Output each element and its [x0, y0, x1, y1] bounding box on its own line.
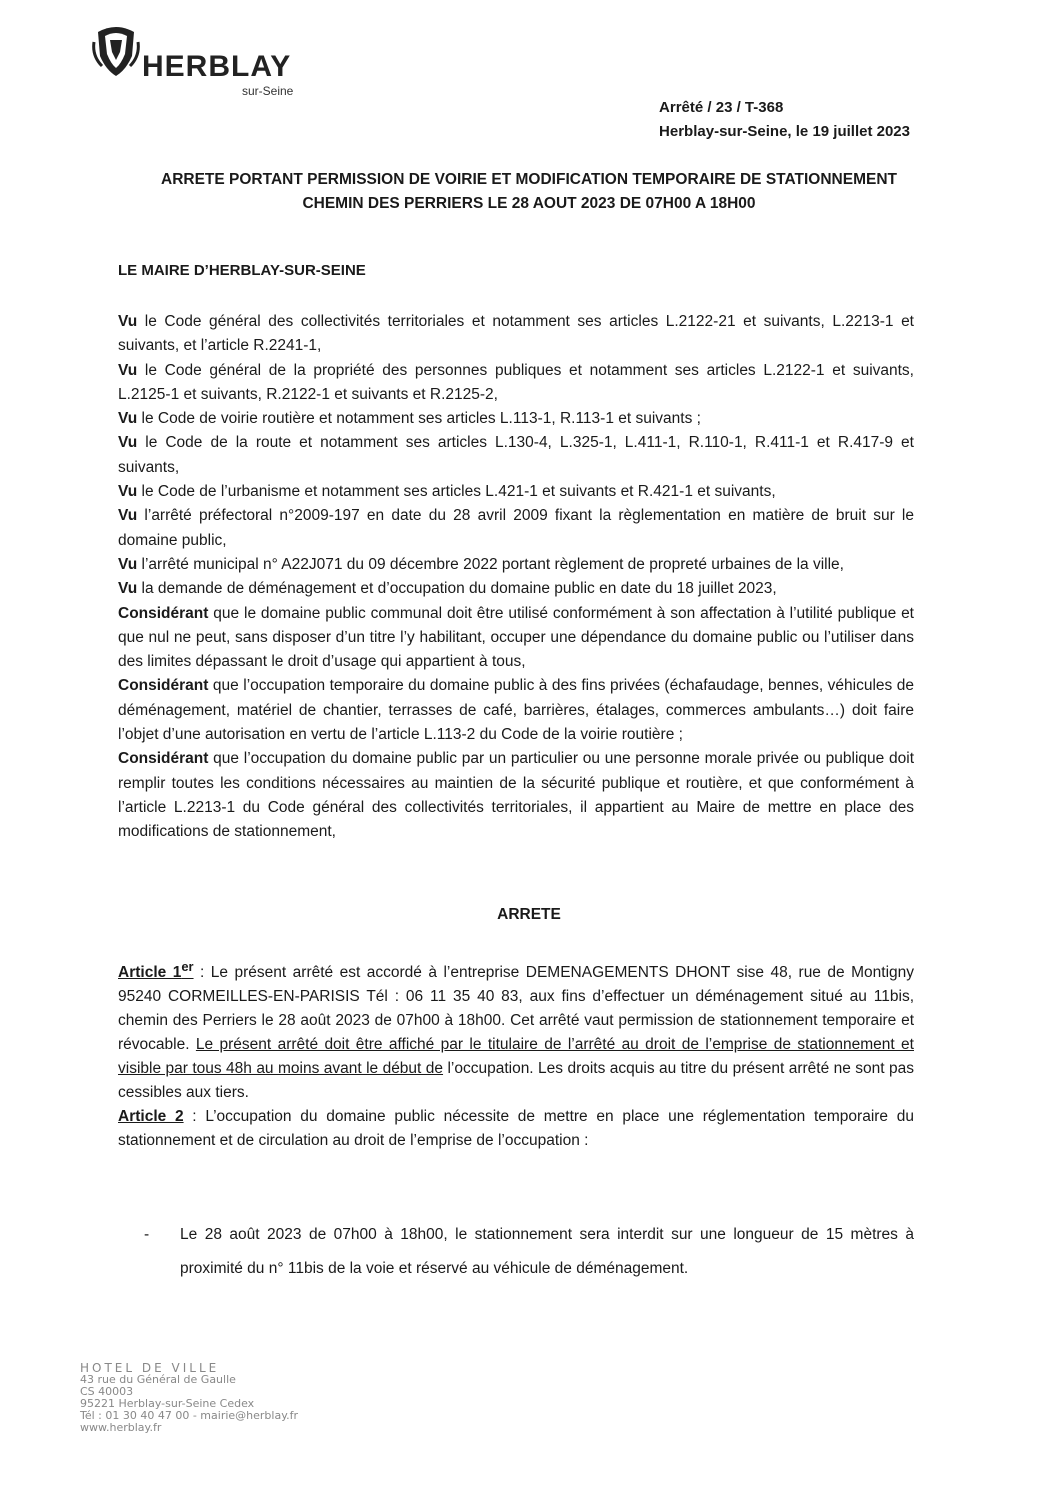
considerant-paragraph: Considérant que l’occupation du domaine public par un particulier ou une personne morale privée ou publique doit remplir toutes les conditions nécessaires au maintien de la sécurité publique et routière, et que conformément à l’article L.2213-1 du Code général des collectivités territoriales, il appartient au Maire de mettre en place des modifications de stationnement,	[118, 750, 914, 841]
article-2-label: Article 2	[118, 1108, 184, 1126]
logo-name: HERBLAY	[142, 50, 292, 83]
visa-paragraph: Vu l’arrêté municipal n° A22J071 du 09 décembre 2022 portant règlement de propreté urbaines de la ville,	[118, 555, 844, 573]
title-line-2: CHEMIN DES PERRIERS LE 28 AOUT 2023 DE 07H00 A 18H00	[302, 195, 756, 212]
visa-paragraph: Vu l’arrêté préfectoral n°2009-197 en date du 28 avril 2009 fixant la règlementation en matière de bruit sur le domaine public,	[118, 507, 914, 549]
footer-cs: CS 40003	[80, 1385, 134, 1398]
town-hall-footer	[80, 1362, 298, 1434]
footer-website: www.herblay.fr	[80, 1421, 162, 1434]
footer-city: 95221 Herblay-sur-Seine Cedex	[80, 1397, 255, 1410]
mayor-heading: LE MAIRE D’HERBLAY-SUR-SEINE	[118, 262, 366, 279]
parking-restriction-item	[144, 1218, 914, 1286]
title-line-1: ARRETE PORTANT PERMISSION DE VOIRIE ET MODIFICATION TEMPORAIRE DE STATIONNEMENT	[161, 171, 897, 188]
arrete-heading: ARRETE	[497, 906, 561, 923]
display-requirement: Le présent arrêté doit être affiché par le titulaire de l’arrêté au droit de l’emprise de stationnement et visible par tous 48h au moins avant le début de	[118, 1036, 914, 1078]
visas-section	[118, 310, 914, 845]
article-1: Article 1er : Le présent arrêté est accordé à l’entreprise DEMENAGEMENTS DHONT sise 48, rue de Montigny 95240 CORMEILLES-EN-PARISIS Tél : 06 11 35 40 83, aux fins d’effectuer un déménagement situé au 11bis, chemin des Perriers le 28 août 2023 de 07h00 à 18h00. Cet arrêté vaut permission de stationnement temporaire et révocable. Le présent arrêté doit être affiché par le titulaire de l’arrêté au droit de l’emprise de stationnement et visible par tous 48h au moins avant le début de l’occupation. Les droits acquis au titre du présent arrêté ne sont pas cessibles aux tiers.	[118, 959, 915, 1102]
decree-place-date: Herblay-sur-Seine, le 19 juillet 2023	[659, 123, 910, 140]
visa-paragraph: Vu le Code de l’urbanisme et notamment ses articles L.421-1 et suivants et R.421-1 et suivants,	[118, 483, 776, 501]
logo-subtitle: sur-Seine	[242, 84, 294, 98]
city-crest-icon	[92, 22, 140, 78]
article-1-label: Article 1er	[118, 959, 194, 982]
articles-section	[118, 955, 914, 1153]
footer-address: 43 rue du Général de Gaulle	[80, 1373, 236, 1386]
visa-paragraph: Vu le Code général de la propriété des personnes publiques et notamment ses articles L.2122-1 et suivants, L.2125-1 et suivants, R.2122-1 et suivants et R.2125-2,	[118, 361, 914, 403]
parking-restriction-text: Le 28 août 2023 de 07h00 à 18h00, le stationnement sera interdit sur une longueur de 15 mètres à proximité du n° 11bis de la voie et réservé au véhicule de déménagement.	[180, 1226, 914, 1277]
considerant-paragraph: Considérant que le domaine public communal doit être utilisé conformément à son affectation à l’utilité publique et que nul ne peut, sans disposer d’un titre l’y habilitant, occuper une dépendance du domaine public ou l’utiliser dans des limites dépassant le droit d’usage qui appartient à tous,	[118, 604, 914, 671]
decree-reference	[659, 96, 910, 144]
visa-paragraph: Vu le Code général des collectivités territoriales et notamment ses articles L.2122-21 et suivants, L.2213-1 et suivants, et l’article R.2241-1,	[118, 313, 914, 355]
footer-title: HOTEL DE VILLE	[80, 1361, 220, 1375]
article-2: Article 2 : L’occupation du domaine public nécessite de mettre en place une réglementation temporaire du stationnement et de circulation au droit de l’emprise de l’occupation :	[118, 1108, 915, 1150]
decree-title	[118, 168, 940, 216]
decree-number: Arrêté / 23 / T-368	[659, 99, 784, 116]
considerant-paragraph: Considérant que l’occupation temporaire du domaine public à des fins privées (échafaudage, bennes, véhicules de déménagement, matériel de chantier, terrasses de café, barrières, étalages, commerces ambulants…) doit faire l’objet d’une autorisation en vertu de l’article L.113-2 du Code de la voirie routière ;	[118, 677, 914, 744]
visa-paragraph: Vu le Code de la route et notamment ses articles L.130-4, L.325-1, L.411-1, R.110-1, R.411-1 et R.417-9 et suivants,	[118, 434, 914, 476]
visa-paragraph: Vu le Code de voirie routière et notamment ses articles L.113-1, R.113-1 et suivants ;	[118, 410, 701, 428]
bullet-dash: -	[144, 1226, 150, 1243]
footer-contact: Tél : 01 30 40 47 00 - mairie@herblay.fr	[80, 1409, 299, 1422]
herblay-logo	[92, 22, 322, 98]
visa-paragraph: Vu la demande de déménagement et d’occupation du domaine public en date du 18 juillet 2023,	[118, 580, 777, 598]
